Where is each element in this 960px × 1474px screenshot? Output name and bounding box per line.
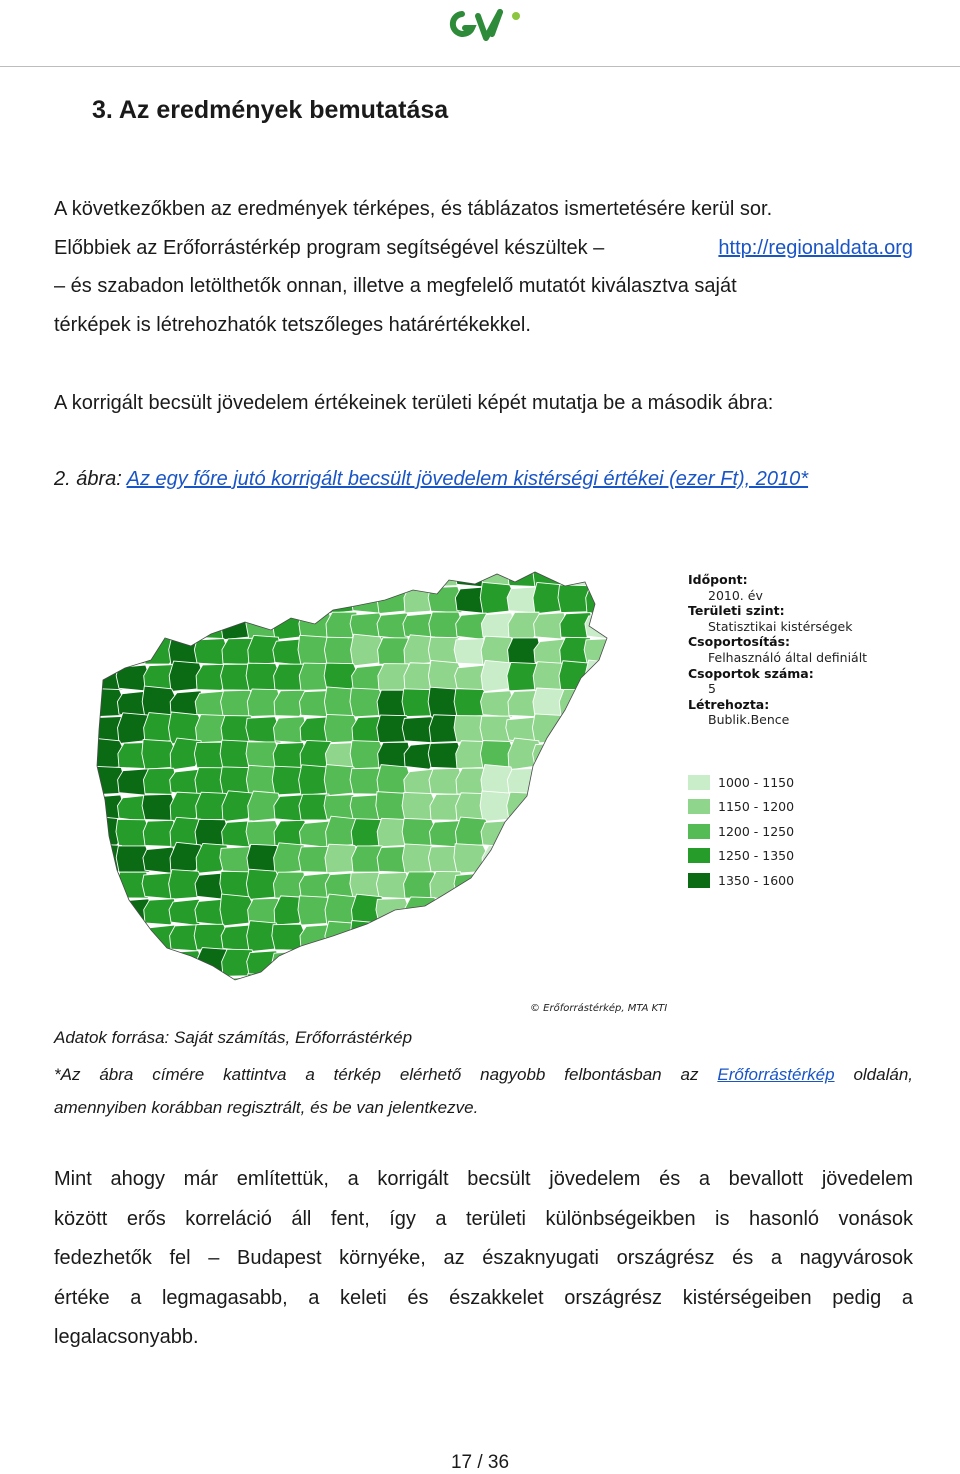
map-subregion (142, 561, 177, 587)
legend-label: 1350 - 1600 (718, 872, 795, 888)
legend-item (688, 770, 794, 795)
footnote-line-1 (54, 1058, 913, 1091)
map-subregion (324, 560, 359, 586)
map-subregion (454, 947, 489, 977)
legend-item (688, 868, 794, 893)
map-subregion (298, 973, 333, 990)
map-subregion (507, 870, 541, 899)
map-subregion (533, 820, 567, 846)
intro-line-2 (54, 229, 913, 268)
figure-caption (54, 468, 808, 491)
map-subregion (299, 946, 333, 978)
map-subregion (534, 925, 567, 951)
regionaldata-link[interactable]: http://regionaldata.org (718, 236, 913, 259)
map-subregion (481, 899, 515, 925)
map-subregion (117, 977, 151, 990)
conclusion-line-2: között erős korreláció áll fent, így a területi különbségeikben is hasonló vonások (54, 1207, 913, 1230)
map-subregion (170, 976, 203, 990)
map-subregion (403, 973, 437, 990)
map-subregion (584, 925, 619, 951)
map-subregion (403, 560, 437, 587)
map-subregion (482, 846, 515, 873)
data-source-note: Adatok forrása: Saját számítás, Erőforrástérkép (54, 1028, 413, 1047)
legend-swatch (688, 799, 710, 814)
map-subregion (559, 951, 593, 977)
header-divider (0, 66, 960, 67)
map-subregion (558, 922, 593, 951)
section-heading: 3. Az eredmények bemutatása (92, 96, 449, 124)
legend-label: 1200 - 1250 (718, 823, 795, 839)
meta-key-level: Területi szint: (688, 603, 785, 619)
map-subregion (143, 976, 177, 990)
meta-value-grouping: Felhasználó által definiált (708, 649, 868, 665)
conclusion-line-3: fedezhetők fel – Budapest környéke, az északnyugati országrész és a nagyvárosok (54, 1247, 913, 1269)
map-subregion (533, 873, 567, 899)
map-subregion (169, 560, 203, 587)
legend-swatch (688, 775, 710, 790)
map-subregion (195, 560, 229, 588)
meta-key-time: Időpont: (688, 572, 748, 587)
legend-item (688, 819, 794, 844)
legend-item (688, 795, 794, 820)
map-subregion (584, 870, 619, 899)
map-subregion (534, 769, 567, 795)
map-subregion (508, 976, 541, 990)
map-subregion (95, 635, 125, 665)
footnote-text: *Az ábra címére kattintva a térkép elérhető nagyobb felbontásban az (54, 1065, 718, 1084)
map-subregion (298, 560, 333, 586)
map-subregion (142, 613, 177, 639)
footnote (54, 1058, 913, 1124)
map-subregion (585, 742, 619, 768)
map-subregion (116, 587, 151, 613)
meta-value-groups: 5 (708, 681, 716, 697)
map-subregion (558, 873, 593, 899)
meta-key-creator: Létrehozta: (688, 696, 770, 712)
figure-intro-text: A korrigált becsült jövedelem értékeinek területi képét mutatja be a második ábra: (54, 392, 774, 414)
conclusion-line-5: legalacsonyabb. (54, 1326, 199, 1348)
map-subregion (170, 611, 203, 639)
map-subregion (586, 975, 619, 990)
map-subregion (273, 976, 307, 990)
map-subregion (481, 821, 515, 847)
page-number: 17 / 36 (450, 1452, 510, 1473)
map-subregion (220, 585, 255, 613)
meta-key-grouping: Csoportosítás: (688, 634, 791, 650)
map-subregion (480, 924, 515, 950)
map-subregion (480, 977, 515, 990)
map-subregion (532, 976, 567, 990)
legend-label: 1150 - 1200 (718, 799, 795, 815)
map-subregion (376, 925, 411, 951)
map-subregion (508, 894, 541, 926)
legend-swatch (688, 824, 710, 839)
map-copyright: © Erőforrástérkép, MTA KTI (530, 1003, 668, 1014)
map-subregion (482, 871, 515, 898)
map-subregion (142, 587, 177, 613)
map-subregion (194, 973, 229, 990)
intro-line-2-text: Előbbiek az Erőforrástérkép program segítségével készültek – (54, 236, 605, 259)
intro-paragraph (54, 190, 913, 344)
map-subregion (376, 898, 411, 924)
legend-label: 1250 - 1350 (718, 848, 795, 864)
intro-line-1: A következőkben az eredmények térképes, és táblázatos ismertetésére kerül sor. (54, 198, 773, 220)
map-subregion (116, 612, 151, 638)
map-subregion (95, 948, 125, 977)
map-subregion (95, 586, 125, 613)
map-subregion (585, 842, 619, 873)
map-subregion (429, 951, 463, 977)
meta-value-time: 2010. év (708, 587, 763, 603)
map-subregion (585, 560, 619, 586)
map-legend (688, 770, 794, 893)
map-subregion (585, 660, 619, 692)
map-subregion (559, 560, 593, 586)
map-subregion (351, 975, 385, 990)
legend-label: 1000 - 1150 (718, 774, 795, 790)
meta-value-creator: Bublik.Bence (708, 712, 790, 728)
map-subregion (170, 587, 203, 613)
conclusion-line-4: értéke a legmagasabb, a keleti és északkelet országrész kistérségeiben pedig a (54, 1286, 913, 1309)
map-subregion (534, 846, 567, 872)
map-subregion (350, 921, 385, 952)
map-subregion (506, 951, 541, 977)
map-metadata (688, 572, 867, 728)
map-subregion (558, 894, 593, 926)
map-subregion (144, 951, 177, 977)
map-subregion (272, 951, 307, 977)
map-subregion (116, 560, 151, 586)
map-subregion (430, 898, 463, 924)
map-subregion (534, 896, 567, 925)
map-subregion (402, 949, 437, 977)
map-subregion (378, 560, 411, 586)
map-subregion (586, 951, 619, 977)
map-subregion (533, 948, 567, 978)
meta-value-level: Statisztikai kistérségek (708, 618, 853, 634)
map-subregion (95, 925, 125, 951)
conclusion-line-1: Mint ahogy már említettük, a korrigált becsült jövedelem és a bevallott jövedelem (54, 1168, 913, 1190)
map-subregion (117, 637, 151, 665)
intro-line-4: térképek is létrehozhatók tetszőleges határértékekkel. (54, 313, 531, 336)
map-subregion (454, 898, 489, 924)
map-subregion (507, 847, 541, 873)
map-subregion (455, 977, 489, 990)
conclusion-paragraph (54, 1160, 913, 1358)
map-subregion (351, 947, 385, 978)
map-subregion (456, 924, 489, 950)
map-subregion (220, 560, 255, 586)
map-subregion (95, 899, 125, 925)
footnote-text-after: oldalán, (834, 1065, 913, 1084)
map-subregion (376, 951, 411, 977)
map-subregion (559, 768, 593, 794)
figure-title-link[interactable]: Az egy főre jutó korrigált becsült jövedelem kistérségi értékei (ezer Ft), 2010* (126, 468, 809, 490)
map-subregion (584, 690, 619, 716)
map-subregion (508, 924, 541, 950)
map-subregion (403, 922, 437, 952)
map-subregion (326, 950, 359, 976)
gv-logo-icon (448, 4, 524, 48)
map-subregion (532, 792, 567, 821)
map-subregion (507, 768, 541, 794)
map-subregion (247, 560, 281, 586)
map-subregion (95, 609, 125, 640)
legend-item (688, 844, 794, 869)
map-subregion (560, 740, 593, 769)
footnote-line-2: amennyiben korábban regisztrált, és be van jelentkezve. (54, 1098, 479, 1117)
map-subregion (430, 977, 463, 990)
map-subregion (532, 714, 567, 743)
map-subregion (559, 689, 593, 716)
map-subregion (95, 560, 125, 586)
map-subregion (95, 974, 125, 990)
map-subregion (560, 977, 593, 990)
map-subregion (586, 792, 619, 821)
eroforrasterkep-link[interactable]: Erőforrástérkép (717, 1065, 835, 1084)
map-subregion (585, 821, 619, 847)
map-subregion (586, 899, 619, 925)
map-subregion (246, 585, 281, 612)
map-subregion (351, 560, 385, 587)
legend-swatch (688, 873, 710, 888)
meta-key-groups: Csoportok száma: (688, 665, 814, 681)
map-subregion (558, 821, 593, 847)
map-subregion (558, 717, 593, 743)
map-subregion (586, 769, 619, 795)
map-subregion (376, 977, 411, 990)
map-subregion (298, 585, 333, 613)
map-subregion (585, 717, 619, 743)
intro-line-3: – és szabadon letölthetők onnan, illetve a megfelelő mutatót kiválasztva saját (54, 275, 737, 297)
figure-caption-prefix: 2. ábra: (54, 468, 127, 490)
map-subregion (196, 586, 229, 612)
map-subregion (560, 843, 593, 874)
map-subregion (559, 793, 593, 820)
map-subregion (586, 583, 619, 613)
legend-swatch (688, 848, 710, 863)
hungary-subregions-map[interactable] (95, 560, 695, 990)
map-subregion (507, 792, 541, 821)
map-subregion (117, 951, 151, 977)
map-subregion (404, 897, 437, 925)
map-subregion (507, 817, 541, 847)
map-subregion (272, 561, 307, 587)
map-subregion (274, 584, 307, 613)
map-subregion (480, 949, 515, 977)
map-subregion (326, 976, 359, 990)
map-subregion (246, 974, 281, 990)
map-subregion (429, 922, 463, 951)
map-subregion (116, 925, 151, 951)
